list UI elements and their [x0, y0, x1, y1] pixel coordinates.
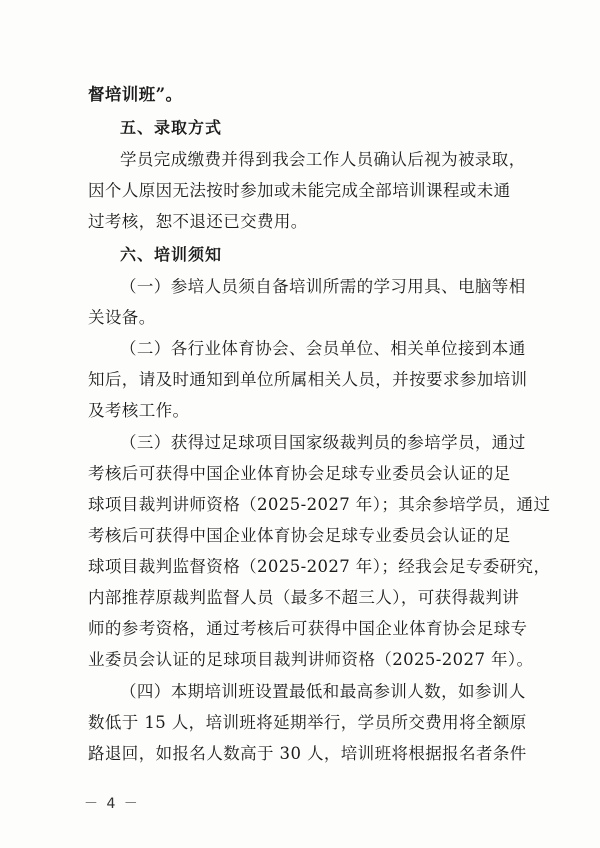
text-line: 考核后可获得中国企业体育协会足球专业委员会认证的足 — [88, 526, 511, 545]
text-line: 内部推荐原裁判监督人员（最多不超三人），可获得裁判讲 — [88, 588, 520, 607]
text-line: 学员完成缴费并得到我会工作人员确认后视为被录取， — [120, 150, 526, 169]
text-line: 知后，请及时通知到单位所属相关人员，并按要求参加培训 — [88, 370, 528, 389]
text-line: 路退回，如报名人数高于 30 人，培训班将根据报名者条件 — [88, 744, 527, 763]
text-line: 数低于 15 人，培训班将延期举行，学员所交费用将全额原 — [88, 713, 527, 732]
text-line: 业委员会认证的足球项目裁判讲师资格（2025-2027 年）。 — [88, 650, 534, 669]
section-heading-notes: 六、培训须知 — [120, 245, 223, 264]
text-line: 过考核，恕不退还已交费用。 — [88, 212, 308, 231]
section-heading-admission: 五、录取方式 — [120, 118, 223, 137]
text-line: 考核后可获得中国企业体育协会足球专业委员会认证的足 — [88, 464, 511, 483]
text-line: 球项目裁判讲师资格（2025-2027 年）；其余参培学员，通过 — [88, 495, 551, 514]
text-line: （三）获得过足球项目国家级裁判员的参培学员，通过 — [120, 433, 526, 452]
text-line: （二）各行业体育协会、会员单位、相关单位接到本通 — [120, 339, 526, 358]
page-number: － 4 － — [84, 796, 140, 812]
text-line: （四）本期培训班设置最低和最高参训人数，如参训人 — [120, 682, 526, 701]
text-line: （一）参培人员须自备培训所需的学习用具、电脑等相 — [120, 277, 526, 296]
text-line: 督培训班”。 — [88, 85, 183, 104]
text-line: 及考核工作。 — [88, 401, 190, 420]
text-line: 因个人原因无法按时参加或未能完成全部培训课程或未通 — [88, 181, 511, 200]
text-line: 球项目裁判监督资格（2025-2027 年）；经我会足专委研究， — [88, 557, 551, 576]
text-line: 关设备。 — [88, 308, 156, 327]
text-line: 师的参考资格，通过考核后可获得中国企业体育协会足球专 — [88, 619, 528, 638]
